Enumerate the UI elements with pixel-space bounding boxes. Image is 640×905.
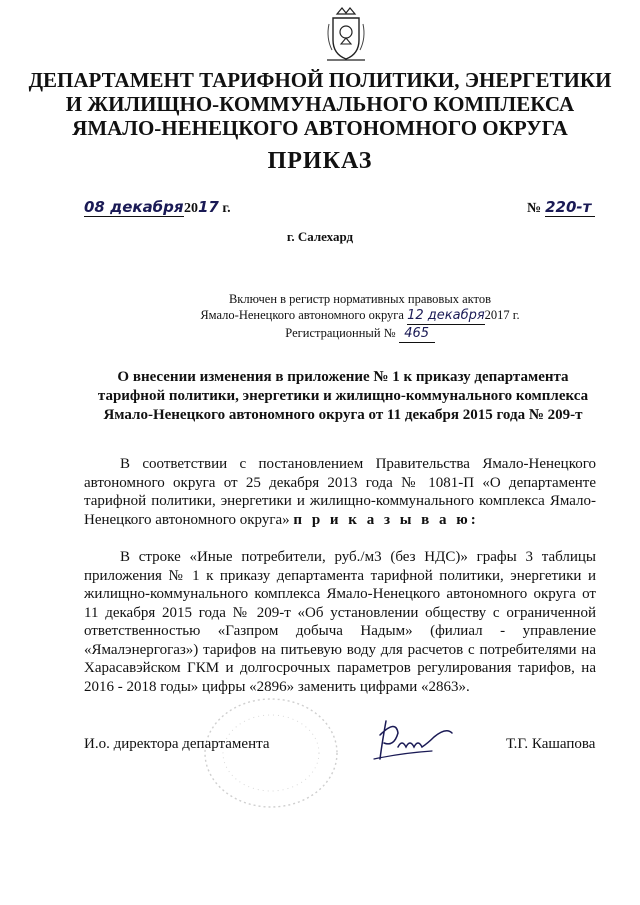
- registration-line-2-suffix: 2017 г.: [484, 308, 520, 322]
- subject-line: Ямало-Ненецкого автономного округа от 11 декабря 2015 года № 209-т: [103, 407, 583, 423]
- department-line: ЯМАЛО-НЕНЕЦКОГО АВТОНОМНОГО ОКРУГА: [72, 116, 568, 140]
- year-handwritten: 17: [198, 198, 219, 216]
- subject-line: тарифной политики, энергетики и жилищно-коммунального комплекса: [97, 388, 589, 404]
- registration-number-handwritten: 465: [399, 326, 435, 343]
- registration-line-2-prefix: Ямало-Ненецкого автономного округа: [200, 308, 404, 322]
- registration-line-3: [160, 325, 560, 343]
- body-paragraph-1: [84, 455, 596, 529]
- department-title: [20, 68, 620, 140]
- registration-note: [160, 291, 560, 343]
- subject-line: О внесении изменения в приложение № 1 к приказу департамента: [117, 369, 569, 385]
- signatory-role: И.о. директора департамента: [84, 736, 270, 752]
- order-date-handwritten: 08 декабря: [84, 198, 184, 216]
- registration-date-handwritten: 12 декабря: [407, 308, 485, 323]
- document-type-title: ПРИКАЗ: [267, 148, 373, 174]
- order-number: [527, 198, 595, 217]
- coat-of-arms-icon: [323, 4, 369, 62]
- order-date: [84, 198, 231, 217]
- paragraph-1-emphasis: п р и к а з ы в а ю:: [293, 511, 479, 528]
- department-line: И ЖИЛИЩНО-КОММУНАЛЬНОГО КОМПЛЕКСА: [65, 92, 575, 116]
- paragraph-1-text: В соответствии с постановлением Правительства Ямало-Ненецкого автономного округа от 25 декабря 2013 года № 1081-П «О департаменте тарифной политики, энергетики и жилищно-коммунального комплекса Ямало-Ненецкого автономного округа»: [84, 456, 596, 528]
- year-prefix: 20: [184, 201, 198, 216]
- number-label: №: [527, 201, 542, 216]
- registration-line-2: [160, 307, 560, 325]
- signatory-name: Т.Г. Кашапова: [506, 736, 596, 752]
- registration-number-label: Регистрационный №: [285, 326, 396, 340]
- faded-stamp-icon: [196, 694, 346, 812]
- body-paragraph-2: В строке «Иные потребители, руб./м3 (без НДС)» графы 3 таблицы приложения № 1 к приказу департамента тарифной политики, энергетики и жилищно-коммунального комплекса Ямало-Ненецкого автономного округа от 11 декабря 2015 года № 209-т «Об установлении обществу с ограниченной ответственностью «Газпром добыча Надым» (филиал - управление «Ямалэнергогаз») тарифов на питьевую воду для расчетов с потребителями на Харасавэйском ГКМ и долгосрочных параметров регулирования тарифов, на 2016 - 2018 годы» цифры «2896» заменить цифрами «2863».: [84, 549, 596, 695]
- order-number-handwritten: 220-т: [545, 198, 595, 217]
- handwritten-signature-icon: [372, 713, 462, 765]
- department-line: ДЕПАРТАМЕНТ ТАРИФНОЙ ПОЛИТИКИ, ЭНЕРГЕТИКИ: [28, 68, 612, 92]
- year-suffix: г.: [222, 201, 231, 216]
- city: г. Салехард: [286, 229, 354, 244]
- registration-line-1: Включен в регистр нормативных правовых актов: [228, 292, 492, 306]
- order-subject: [80, 368, 606, 425]
